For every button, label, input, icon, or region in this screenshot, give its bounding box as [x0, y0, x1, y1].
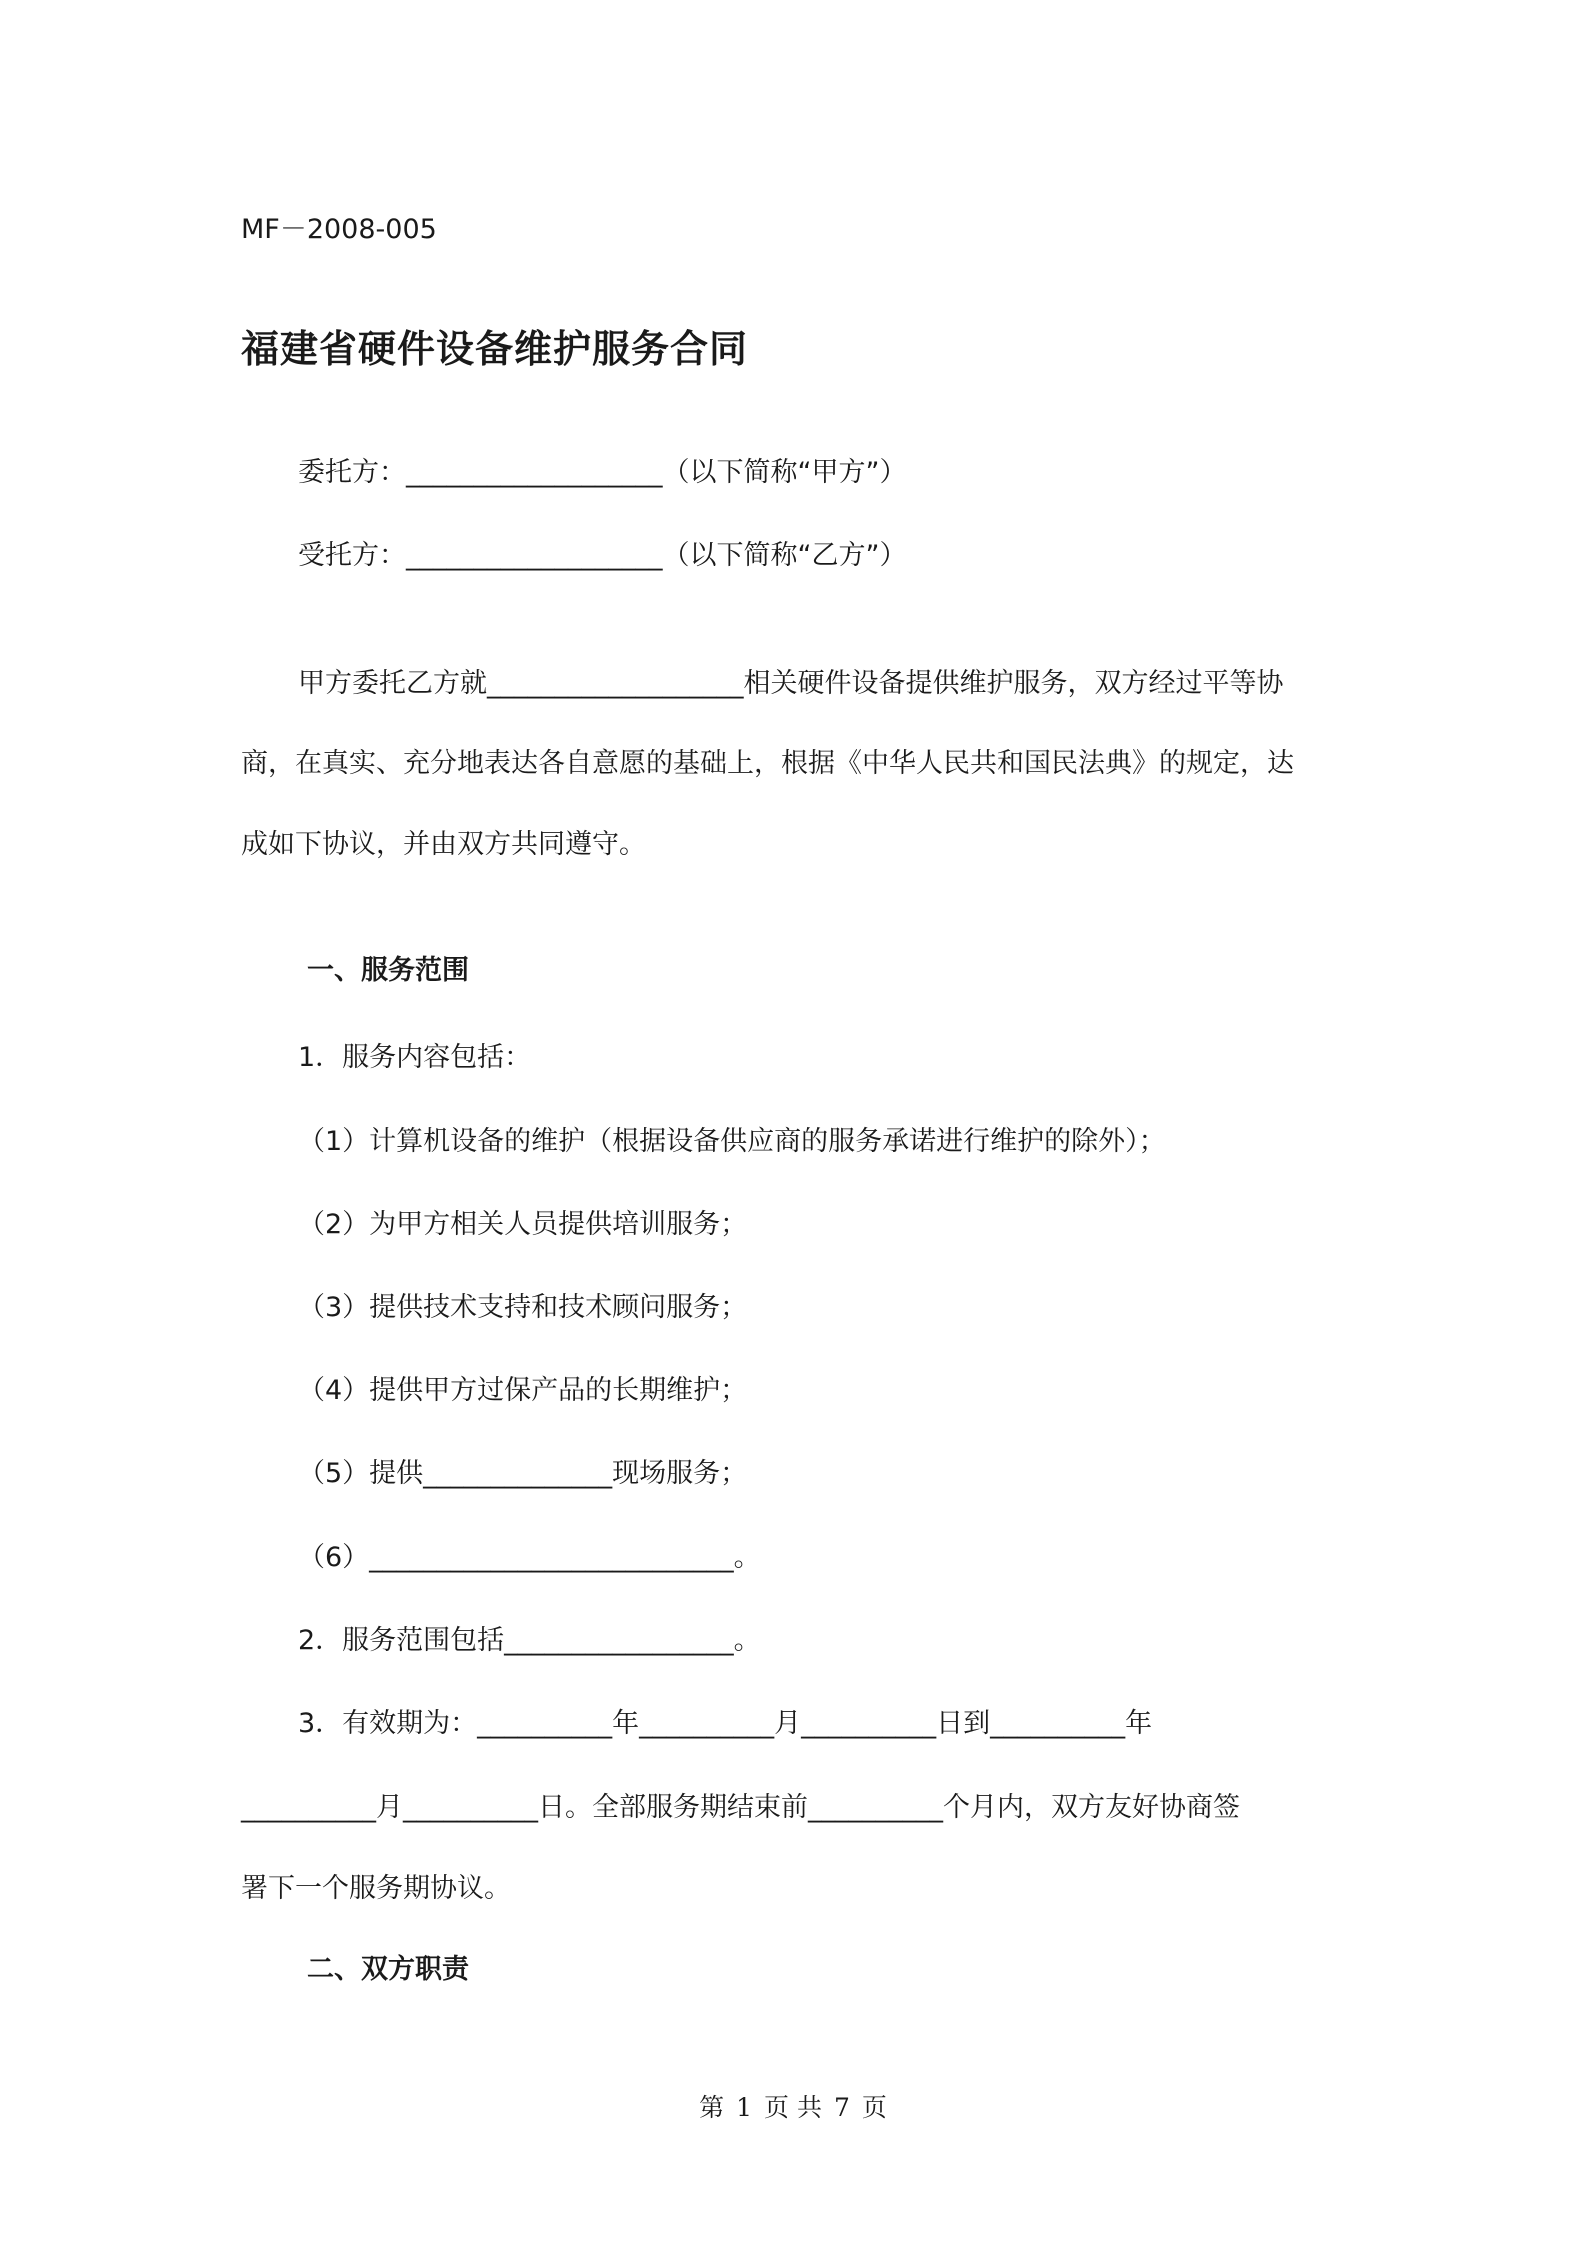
- service-subitem-4: （4）提供甲方过保产品的长期维护；: [298, 1375, 748, 1406]
- intro-line-2: 商，在真实、充分地表达各自意愿的基础上，根据《中华人民共和国民法典》的规定，达: [241, 748, 1294, 779]
- service-subitem-2: （2）为甲方相关人员提供培训服务；: [298, 1209, 748, 1240]
- section-1-item-3-line-1: 3．有效期为：__________年__________月__________日到__________年: [298, 1708, 1153, 1739]
- document-title: 福建省硬件设备维护服务合同: [241, 327, 749, 371]
- page-footer: [0, 2092, 1586, 2124]
- footer-middle: 页 共: [764, 2093, 822, 2122]
- document-code: MF－2008-005: [241, 214, 437, 245]
- section-1-item-1: 1．服务内容包括：: [298, 1042, 532, 1073]
- party-a-line: 委托方：___________________（以下简称“甲方”）: [298, 457, 907, 488]
- service-subitem-3: （3）提供技术支持和技术顾问服务；: [298, 1292, 748, 1323]
- party-b-line: 受托方：___________________（以下简称“乙方”）: [298, 540, 907, 571]
- section-1-item-2: 2．服务范围包括_________________。: [298, 1625, 761, 1656]
- section-1-heading: 一、服务范围: [307, 955, 469, 986]
- service-subitem-1: （1）计算机设备的维护（根据设备供应商的服务承诺进行维护的除外）；: [298, 1126, 1166, 1157]
- intro-line-1: 甲方委托乙方就___________________相关硬件设备提供维护服务，双方经过平等协: [298, 668, 1284, 699]
- section-1-item-3-line-2: __________月__________日。全部服务期结束前__________个月内，双方友好协商签: [241, 1792, 1240, 1823]
- footer-page-number: 1: [736, 2093, 753, 2122]
- service-subitem-5: （5）提供______________现场服务；: [298, 1458, 748, 1489]
- footer-prefix: 第: [699, 2093, 725, 2122]
- section-2-heading: 二、双方职责: [307, 1954, 469, 1985]
- footer-total-pages: 7: [833, 2093, 850, 2122]
- section-1-item-3-line-3: 署下一个服务期协议。: [241, 1873, 511, 1904]
- intro-line-3: 成如下协议，并由双方共同遵守。: [241, 829, 646, 860]
- service-subitem-6: （6）___________________________。: [298, 1542, 761, 1573]
- footer-suffix: 页: [861, 2093, 887, 2122]
